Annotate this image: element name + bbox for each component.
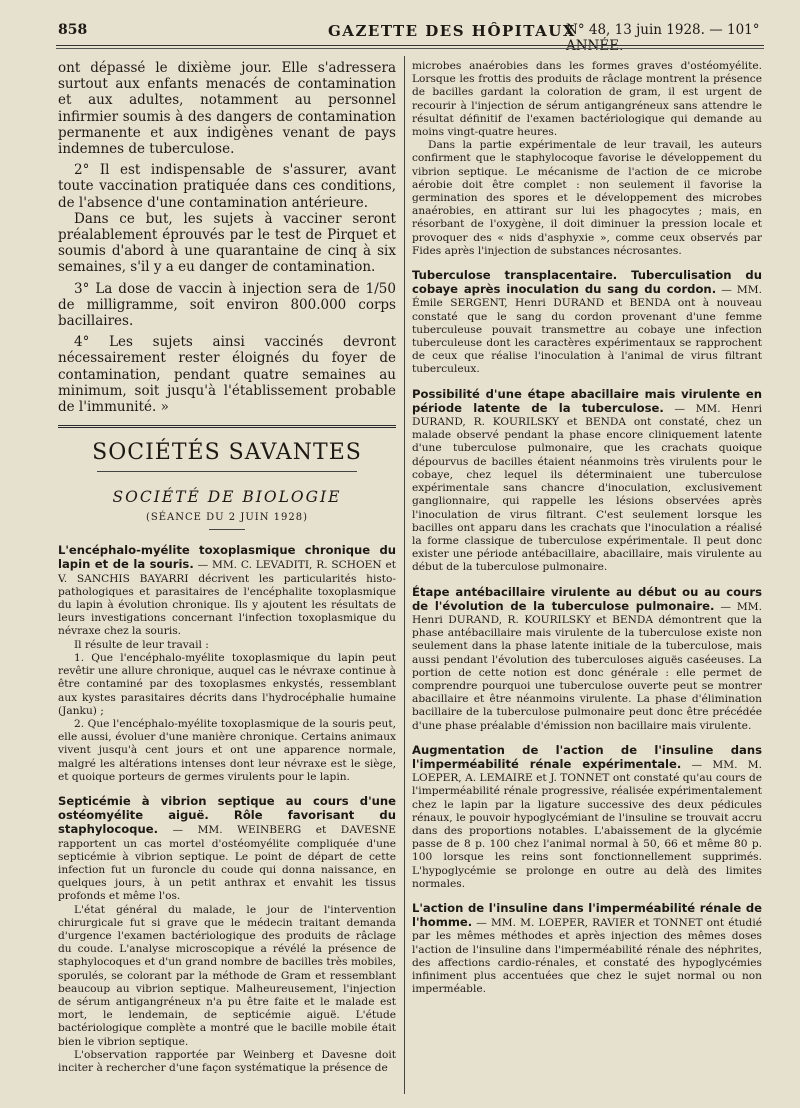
article-continuation: microbes anaérobies dans les formes graves d'ostéomyélite. Lorsque les frottis des produits de râclage montrent la présence de bacilles gardant la coloration de gram, il est urgent de recourir à l'injection de sérum antigangréneux sans attendre le résultat définitif de l'examen bactériologique qui demande au moins vingt-quatre heures. <box>412 60 762 139</box>
article-body: — MM. Henri DURAND, R. KOURILSKY et BENDA démontrent que la phase antébacillaire mais virulente de la tuberculose existe non seulement dans la phase latente initiale de la tuberculose, mais aussi pendant l'évolution des tuberculoses aiguës caséeuses. La portion de cette notion est donc générale : elle permet de comprendre pourquoi une tuberculose ouverte peut se montrer abacillaire et être néanmoins virulente. La phase d'élimination bacillaire de la tuberculose pulmonaire peut donc être précédée d'une phase préalable d'émission non bacillaire mais virulente. <box>412 600 762 732</box>
article-antebacillaire <box>412 586 762 733</box>
article-paragraph: 1. Que l'encéphalo-myélite toxoplasmique du lapin peut revêtir une allure chronique, auquel cas le névraxe continue à être contaminé par des toxoplasmes enkystés, ressemblant aux kystes parasitaires décrits dans l'hydrocéphalie humaine (Janku) ; <box>58 651 396 717</box>
section-rule <box>58 425 396 428</box>
article-body: — MM. Émile SERGENT, Henri DURAND et BENDA ont à nouveau constaté que le sang du cordon provenant d'une femme tuberculeuse pouvait transmettre au cobaye une infection tuberculeuse dont les caractères expérimentaux se rapprochent de ceux que réalise l'inoculation à l'animal de virus filtrant tuberculeux. <box>412 284 762 376</box>
page-number: 858 <box>58 22 88 38</box>
vaccination-point-4: 4° Les sujets ainsi vaccinés devront nécessairement rester éloignés du foyer de contamination, pendant quatre semaines au minimum, soit jusqu'à l'établissement probable de l'immunité. » <box>58 334 396 416</box>
article-paragraph: 2. Que l'encéphalo-myélite toxoplasmique de la souris peut, elle aussi, évoluer d'une manière chronique. Certains animaux vivent jusqu'à cent jours et ont une apparence normale, malgré les altérations intenses dont leur névraxe est le siège, et quoique porteurs de germes virulents pour le lapin. <box>58 717 396 783</box>
article-body: — MM. Henri DURAND, R. KOURILSKY et BENDA ont constaté, chez un malade observé pendant la phase encore cliniquement latente d'une tuberculose pulmonaire, que les crachats quoique dépourvus de bacilles étaient néanmoins très virulents pour le cobaye, chez lequel ils déterminaient une tuberculose expérimentale sans chancre d'inoculation, exclusivement ganglionnaire, qui rappelle les lésions observées après l'inoculation de virus filtrant. C'est seulement lorsque les bacilles ont apparu dans les crachats que l'inoculation a réalisé la forme classique de tuberculose expérimentale. Il peut donc exister une période antébacillaire, abacillaire, mais virulente au début de la tuberculose pulmonaire. <box>412 402 762 574</box>
article-paragraph: Il résulte de leur travail : <box>74 638 209 651</box>
article-title: Septicémie à vibrion septique au cours d'une ostéomyélite aiguë. Rôle favorisant du staphylocoque. <box>58 793 396 837</box>
vaccination-intro: ont dépassé le dixième jour. Elle s'adressera surtout aux enfants menacés de contamination et aux adultes, notamment au personnel infirmier soumis à des dangers de contamination permanente et aux indigènes venant de pays indemnes de tuberculose. <box>58 60 396 158</box>
right-column <box>412 60 762 1096</box>
vaccination-point-2b: Dans ce but, les sujets à vacciner seront préalablement éprouvés par le test de Pirquet et soumis d'abord à une quarantaine de cinq à six semaines, s'il y a eu danger de contamination. <box>58 210 396 276</box>
issue-info: N° 48, 13 juin 1928. — 101° ANNÉE. <box>566 22 760 54</box>
article-septicemie <box>58 795 396 904</box>
article-title: Possibilité d'une étape abacillaire mais virulente en période latente de la tuberculose. <box>412 386 762 415</box>
seance-date: (SÉANCE DU 2 JUIN 1928) <box>146 512 308 524</box>
column-divider <box>404 56 405 1094</box>
article-title: Augmentation de l'action de l'insuline dans l'imperméabilité rénale expérimentale. <box>412 742 762 771</box>
article-body: — MM. M. LOEPER, A. LEMAIRE et J. TONNET ont constaté qu'au cours de l'imperméabilité rénale progressive, réalisée expérimentalement chez le lapin par la ligature successive des deux pédicules rénaux, le pouvoir hypoglycémiant de l'insuline se trouvait accru dans des proportions notables. L'abaissement de la glycémie passe de 8 p. 100 chez l'animal normal à 50, 66 et même 80 p. 100 lorsque les reins sont fonctionnellement supprimés. L'hypoglycémie se prolonge en outre au delà des limites normales. <box>412 758 762 890</box>
header-rule-2 <box>56 48 764 49</box>
vaccination-point-3: 3° La dose de vaccin à injection sera de 1/50 de milligramme, soit environ 800.000 corps bacillaires. <box>58 280 396 330</box>
article-paragraph: L'état général du malade, le jour de l'intervention chirurgicale fut si grave que le médecin traitant demanda d'urgence l'examen bactériologique des produits de râclage du coude. L'analyse microscopique a révélé la présence de staphylocoques et d'un grand nombre de bacilles très mobiles, sporulés, se colorant par la méthode de Gram et ressemblant beaucoup au vibrion septique. Malheureusement, l'injection de sérum antigangréneux n'a pu être faite et le malade est mort, le lendemain, de septicémie aiguë. L'étude bactériologique complète a montré que le bacille mobile était bien le vibrion septique. <box>58 903 396 1048</box>
article-body: — MM. M. LOEPER, RAVIER et TONNET ont étudié par les mêmes méthodes et après injection des mêmes doses l'action de l'insuline dans l'imperméabilité rénale des néphrites, des affections cardio-rénales, et constaté des hypoglycémies infiniment plus accentuées que chez le sujet normal ou non imperméable. <box>412 917 762 996</box>
article-paragraph: Dans la partie expérimentale de leur travail, les auteurs confirment que le staphylocoque favorise le développement du vibrion septique. Le mécanisme de l'action de ce microbe aérobie doit être complet : non seulement il favorise la germination des spores et le développement des microbes anaérobies, en attirant sur lui les phagocytes ; mais, en résorbant de l'oxygène, il doit diminuer la pression locale et provoquer des « nids d'asphyxie », comme ceux observés par Fides après l'injection de substances nécrosantes. <box>412 139 762 257</box>
section-title: SOCIÉTÉS SAVANTES <box>92 440 362 466</box>
society-title: SOCIÉTÉ DE BIOLOGIE <box>112 488 342 507</box>
vaccination-point-2: 2° Il est indispensable de s'assurer, avant toute vaccination pratiquée dans ces conditions, de l'absence d'une contamination antérieure. <box>58 162 396 211</box>
article-paragraph: L'observation rapportée par Weinberg et Davesne doit inciter à rechercher d'une façon systématique la présence de <box>58 1048 396 1074</box>
section-underline <box>97 471 357 472</box>
article-transplacentaire <box>412 269 762 377</box>
article-body: — MM. C. LEVADITI, R. SCHOEN et V. SANCHIS BAYARRI décrivent les particularités histo-pathologiques et parasitaires de l'encéphalite toxoplasmique du lapin à évolution chronique. Ils y ajoutent les résultats de leurs investigations concernant l'infection toxoplasmique du névraxe chez la souris. <box>58 559 396 638</box>
article-abacillaire <box>412 388 762 575</box>
article-body: — MM. WEINBERG et DAVESNE rapportent un cas mortel d'ostéomyélite compliquée d'une septicémie à vibrion septique. Le point de départ de cette infection fut un furoncle du coude qui donna naissance, en quelques jours, à un petit anthrax et envahit les tissus profonds et même l'os. <box>58 824 396 903</box>
article-title: L'action de l'insuline dans l'imperméabilité rénale de l'homme. <box>412 900 762 930</box>
article-title: Étape antébacillaire virulente au début ou au cours de l'évolution de la tuberculose pulmonaire. <box>412 584 762 613</box>
page-header <box>0 0 800 60</box>
article-insuline-homme <box>412 902 762 996</box>
article-title: Tuberculose transplacentaire. Tuberculisation du cobaye après inoculation du sang du cordon. <box>412 268 762 297</box>
article-encephalo <box>58 544 396 638</box>
journal-title: GAZETTE DES HÔPITAUX <box>328 22 577 40</box>
left-column <box>58 60 396 1096</box>
header-rule <box>56 45 764 46</box>
article-insuline-experimentale <box>412 744 762 891</box>
ornament-rule <box>209 529 245 530</box>
article-title: L'encéphalo-myélite toxoplasmique chronique du lapin et de la souris. <box>58 543 396 572</box>
